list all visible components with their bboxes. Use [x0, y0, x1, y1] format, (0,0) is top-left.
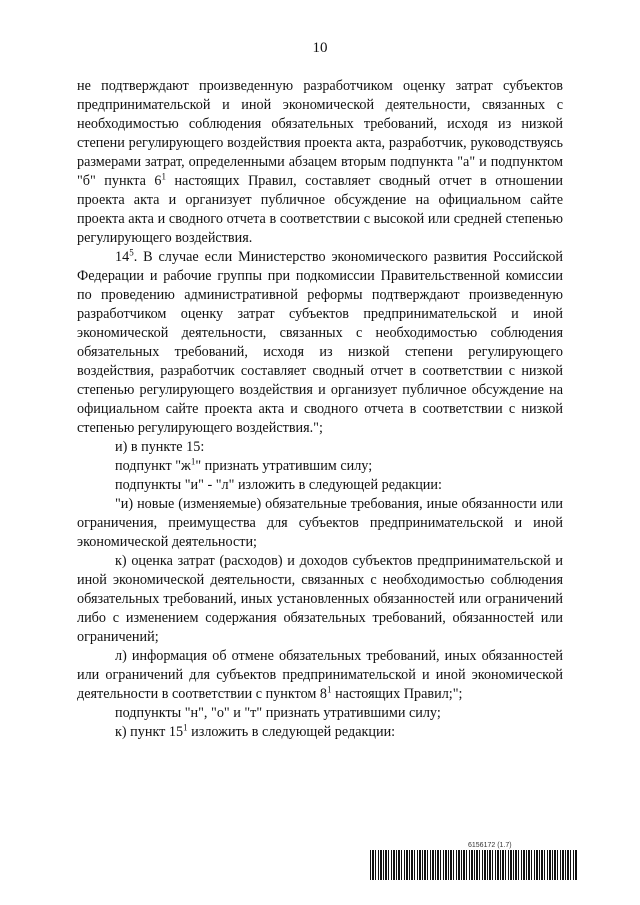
paragraph: [77, 552, 563, 647]
paragraph: [77, 438, 563, 457]
document-body: [77, 77, 563, 742]
paragraph-text: к) пункт 15: [115, 724, 184, 740]
paragraph-text: не подтверждают произведенную разработчиком оценку затрат субъектов предпринимательской и иной экономической деятельности, связанных с необходимостью соблюдения обязательных требований, исходя из низкой степени регулирующего воздействия проекта акта, разработчик, руководствуясь размерами затрат, определенными абзацем вторым подпункта "а" и подпунктом "б" пункта 6: [77, 78, 563, 189]
paragraph: [77, 457, 563, 476]
paragraph-text: подпункты "и" - "л" изложить в следующей редакции:: [115, 477, 442, 493]
paragraph-text: " признать утратившим силу;: [195, 458, 373, 474]
superscript: 1: [327, 684, 332, 695]
superscript: 5: [129, 247, 134, 258]
paragraph-text: . В случае если Министерство экономического развития Российской Федерации и рабочие группы при подкомиссии Правительственной комиссии по проведению административной реформы подтверждают произведенную разработчиком оценку затрат субъектов предпринимательской и иной экономической деятельности, связанных с необходимостью соблюдения обязательных требований, исходя из низкой степени регулирующего воздействия, разработчик составляет сводный отчет в соответствии с низкой степенью регулирующего воздействия и организует публичное обсуждение на официальном сайте проекта акта и сводного отчета в соответствии с низкой степенью регулирующего воздействия.";: [77, 249, 563, 436]
paragraph-text: 14: [115, 249, 130, 265]
superscript: 1: [183, 722, 188, 733]
paragraph: [77, 647, 563, 704]
paragraph-text: и) в пункте 15:: [115, 439, 205, 455]
paragraph-text: "и) новые (изменяемые) обязательные требования, иные обязанности или ограничения, преимущества для субъектов предпринимательской и иной экономической деятельности;: [77, 496, 563, 550]
page-number: 10: [312, 40, 328, 56]
paragraph-text: подпункты "н", "о" и "т" признать утратившими силу;: [115, 705, 441, 721]
paragraph-text: изложить в следующей редакции:: [187, 724, 396, 740]
paragraph: [77, 495, 563, 552]
document-code: 6156172 (1.7): [468, 842, 512, 849]
paragraph-text: л) информация об отмене обязательных требований, иных обязанностей или ограничений для субъектов предпринимательской и иной экономической деятельности в соответствии с пунктом 8: [77, 648, 563, 702]
paragraph: [77, 704, 563, 723]
superscript: 1: [161, 171, 166, 182]
paragraph-text: настоящих Правил;";: [331, 686, 463, 702]
superscript: 1: [190, 456, 196, 467]
paragraph-text: подпункт "ж: [115, 458, 191, 474]
paragraph-text: к) оценка затрат (расходов) и доходов субъектов предпринимательской и иной экономической деятельности, связанных с необходимостью соблюдения обязательных требований, иных установленных обязанностей или ограничений либо с изменением содержания обязательных требований, обязанностей или ограничений;: [77, 553, 563, 645]
barcode-icon: [370, 850, 578, 880]
paragraph: [77, 77, 563, 248]
paragraph: [77, 723, 563, 742]
paragraph-text: настоящих Правил, составляет сводный отчет в отношении проекта акта и организует публичное обсуждение на официальном сайте проекта акта и сводного отчета в соответствии с высокой или средней степенью регулирующего воздействия.: [77, 173, 563, 246]
paragraph: [77, 476, 563, 495]
paragraph: [77, 248, 563, 438]
